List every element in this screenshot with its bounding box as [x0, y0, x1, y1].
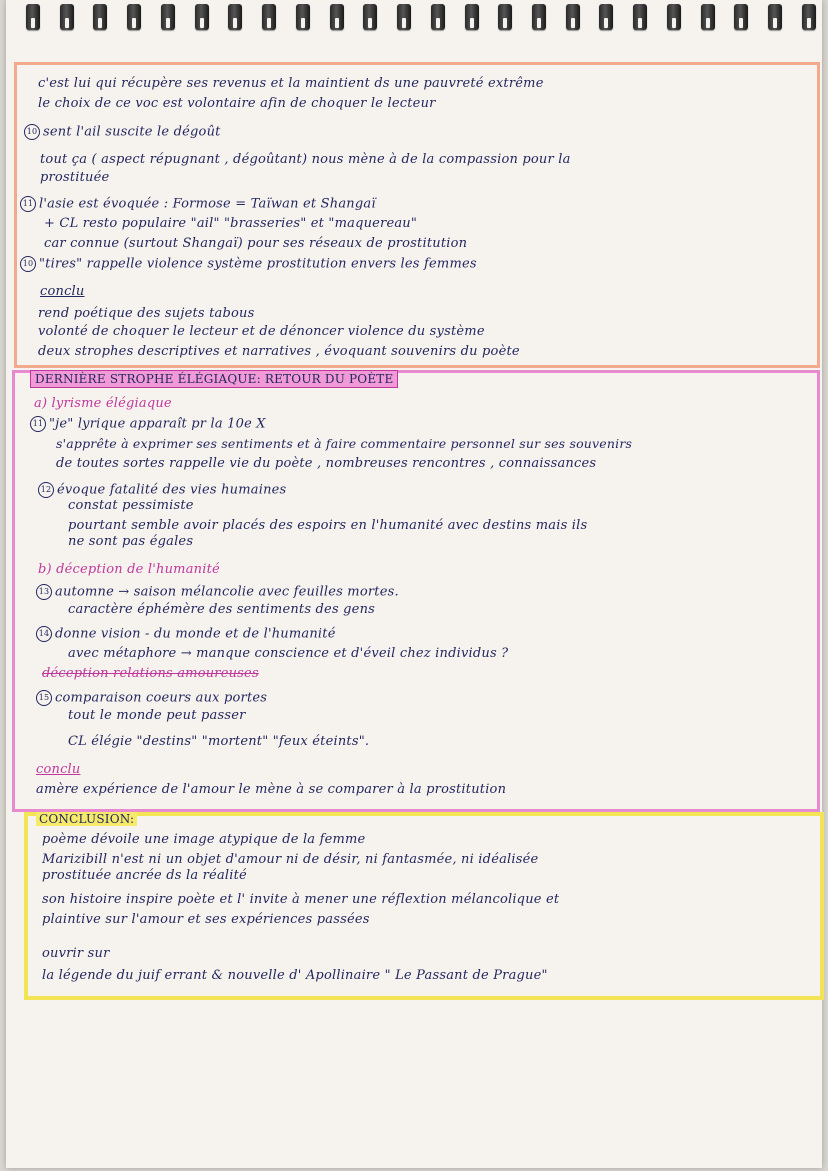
conclusion-title — [36, 812, 137, 827]
ring-icon — [633, 4, 647, 30]
note-line: de toutes sortes rappelle vie du poète , nombreuses rencontres , connaissances — [56, 456, 597, 471]
section-title-highlight: DERNIÈRE STROPHE ÉLÉGIAQUE: RETOUR DU POÈTE — [30, 370, 398, 388]
note-line: ouvrir sur — [42, 946, 110, 961]
note-line: le choix de ce voc est volontaire afin de choquer le lecteur — [38, 96, 436, 111]
line-number-badge: 12 — [38, 482, 54, 498]
note-line: car connue (surtout Shangaï) pour ses réseaux de prostitution — [44, 236, 468, 251]
ring-icon — [127, 4, 141, 30]
struck-note-line: déception relations amoureuses — [42, 666, 259, 681]
note-text: donne vision - du monde et de l'humanité — [55, 626, 336, 642]
note-line: Marizibill n'est ni un objet d'amour ni de désir, ni fantasmée, ni idéalisée — [42, 852, 539, 867]
ring-icon — [599, 4, 613, 30]
note-line — [24, 124, 221, 140]
ring-icon — [262, 4, 276, 30]
note-text: "tires" rappelle violence système prostitution envers les femmes — [39, 256, 477, 272]
note-text: automne → saison mélancolie avec feuilles mortes. — [55, 584, 399, 600]
note-line: s'apprête à exprimer ses sentiments et à faire commentaire personnel sur ses souvenirs — [56, 436, 633, 451]
note-line: poème dévoile une image atypique de la femme — [42, 832, 366, 847]
ring-icon — [330, 4, 344, 30]
subheading: a) lyrisme élégiaque — [34, 396, 172, 411]
ring-icon — [60, 4, 74, 30]
note-line: constat pessimiste — [68, 498, 194, 513]
line-number-badge: 14 — [36, 626, 52, 642]
ring-icon — [498, 4, 512, 30]
ring-icon — [228, 4, 242, 30]
note-line: volonté de choquer le lecteur et de dénoncer violence du système — [38, 324, 485, 339]
ring-icon — [667, 4, 681, 30]
ring-icon — [734, 4, 748, 30]
notebook-page — [6, 0, 822, 1168]
section-title — [30, 372, 398, 387]
note-line: + CL resto populaire "ail" "brasseries" et "maquereau" — [44, 216, 418, 231]
line-number-badge: 10 — [24, 124, 40, 140]
ring-icon — [802, 4, 816, 30]
note-line: prostituée ancrée ds la réalité — [42, 868, 247, 883]
note-text: l'asie est évoquée : Formose = Taïwan et Shangaï — [39, 196, 376, 212]
note-line: amère expérience de l'amour le mène à se comparer à la prostitution — [36, 782, 507, 797]
ring-icon — [397, 4, 411, 30]
note-line — [30, 416, 266, 432]
note-text: comparaison coeurs aux portes — [55, 690, 268, 706]
note-line: la légende du juif errant & nouvelle d' Apollinaire " Le Passant de Prague" — [42, 968, 548, 983]
note-line: caractère éphémère des sentiments des gens — [68, 602, 376, 617]
note-line — [20, 196, 376, 212]
note-line: tout le monde peut passer — [68, 708, 246, 723]
line-number-badge: 11 — [20, 196, 36, 212]
ring-icon — [363, 4, 377, 30]
ring-icon — [26, 4, 40, 30]
note-line — [36, 584, 399, 600]
note-line: plaintive sur l'amour et ses expériences passées — [42, 912, 370, 927]
line-number-badge: 10 — [20, 256, 36, 272]
ring-icon — [701, 4, 715, 30]
note-text: "je" lyrique apparaît pr la 10e X — [49, 416, 266, 432]
note-text: sent l'ail suscite le dégoût — [43, 124, 221, 140]
note-line: avec métaphore → manque conscience et d'éveil chez individus ? — [68, 646, 509, 661]
ring-icon — [296, 4, 310, 30]
note-line: tout ça ( aspect répugnant , dégoûtant) nous mène à de la compassion pour la — [40, 152, 571, 167]
conclusion-title-highlight: CONCLUSION: — [36, 812, 137, 826]
note-line: CL élégie "destins" "mortent" "feux éteints". — [68, 734, 370, 749]
ring-icon — [195, 4, 209, 30]
ring-icon — [431, 4, 445, 30]
note-line: rend poétique des sujets tabous — [38, 306, 255, 321]
ring-icon — [465, 4, 479, 30]
ring-icon — [566, 4, 580, 30]
ring-icon — [93, 4, 107, 30]
conclu-heading: conclu — [40, 284, 85, 299]
line-number-badge: 15 — [36, 690, 52, 706]
note-text: évoque fatalité des vies humaines — [57, 482, 287, 498]
ring-icon — [532, 4, 546, 30]
note-line — [36, 690, 267, 706]
spiral-binding — [26, 4, 816, 34]
subheading: b) déception de l'humanité — [38, 562, 220, 577]
ring-icon — [161, 4, 175, 30]
note-line: pourtant semble avoir placés des espoirs en l'humanité avec destins mais ils — [68, 518, 588, 533]
note-line — [36, 626, 336, 642]
line-number-badge: 11 — [30, 416, 46, 432]
note-line — [20, 256, 477, 272]
note-line — [38, 482, 286, 498]
note-line: deux strophes descriptives et narratives , évoquant souvenirs du poète — [38, 344, 520, 359]
note-line: c'est lui qui récupère ses revenus et la maintient ds une pauvreté extrême — [38, 76, 544, 91]
conclu-heading: conclu — [36, 762, 81, 777]
ring-icon — [768, 4, 782, 30]
note-line: ne sont pas égales — [68, 534, 194, 549]
line-number-badge: 13 — [36, 584, 52, 600]
note-line: prostituée — [40, 170, 110, 185]
note-line: son histoire inspire poète et l' invite à mener une réflextion mélancolique et — [42, 892, 560, 907]
